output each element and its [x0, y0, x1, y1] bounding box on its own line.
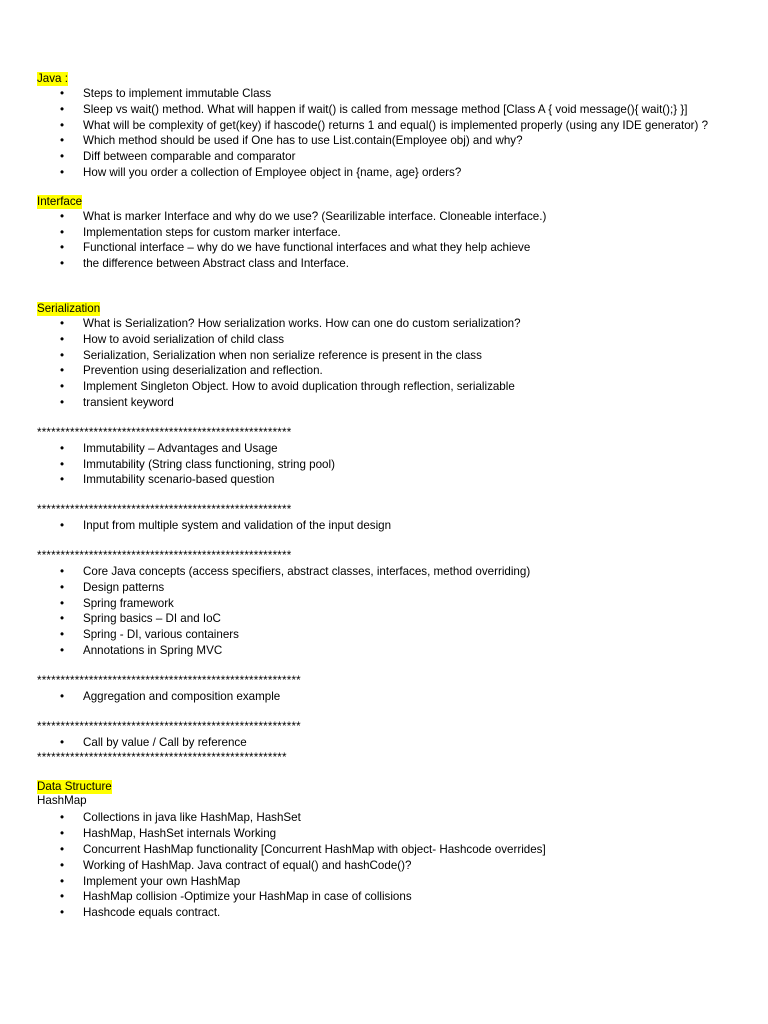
list-call-by — [37, 735, 737, 751]
heading-data-structure: Data Structure — [37, 780, 112, 794]
list-item: • HashMap, HashSet internals Working — [37, 826, 737, 842]
list-item: • Steps to implement immutable Class — [37, 86, 737, 102]
section-data-structure — [37, 780, 737, 921]
list-item: • Aggregation and composition example — [37, 689, 737, 705]
list-java — [37, 86, 737, 181]
list-item: • Hashcode equals contract. — [37, 905, 737, 921]
list-item: • Spring basics – DI and IoC — [37, 611, 737, 627]
section-java — [37, 72, 737, 181]
list-interface — [37, 209, 737, 272]
heading-interface: Interface — [37, 194, 83, 208]
list-item: • How will you order a collection of Employee object in {name, age} orders? — [37, 165, 737, 181]
document-page — [37, 72, 737, 921]
list-item: • Implement your own HashMap — [37, 874, 737, 890]
list-item: • What is marker Interface and why do we use? (Searilizable interface. Cloneable interface.) — [37, 209, 737, 225]
list-item: • transient keyword — [37, 395, 737, 411]
list-immutability — [37, 441, 737, 488]
section-interface — [37, 195, 737, 272]
list-item: • Core Java concepts (access specifiers, abstract classes, interfaces, method overriding) — [37, 564, 737, 580]
list-item: • Call by value / Call by reference — [37, 735, 737, 751]
list-item: • Immutability scenario-based question — [37, 472, 737, 488]
subheading-hashmap: HashMap — [37, 794, 87, 808]
section-immutability — [37, 425, 737, 488]
list-item: • Implementation steps for custom marker interface. — [37, 225, 737, 241]
list-item: • Concurrent HashMap functionality [Concurrent HashMap with object- Hashcode overrides] — [37, 842, 737, 858]
section-aggregation — [37, 673, 737, 705]
separator-line: ****************************************************** — [37, 425, 292, 439]
list-item: • Implement Singleton Object. How to avoid duplication through reflection, serializable — [37, 379, 737, 395]
list-item: • Sleep vs wait() method. What will happen if wait() is called from message method [Class A { void message(){ wait();} }] — [37, 102, 737, 118]
section-core-java — [37, 548, 737, 659]
list-input-design — [37, 518, 737, 534]
list-item: • Prevention using deserialization and reflection. — [37, 363, 737, 379]
list-item: • Working of HashMap. Java contract of equal() and hashCode()? — [37, 858, 737, 874]
section-input-design — [37, 502, 737, 534]
heading-serialization: Serialization — [37, 301, 101, 315]
list-aggregation — [37, 689, 737, 705]
list-item: • Spring framework — [37, 596, 737, 612]
list-item: • Collections in java like HashMap, HashSet — [37, 810, 737, 826]
separator-line: ****************************************************** — [37, 548, 292, 562]
list-item: • What is Serialization? How serialization works. How can one do custom serialization? — [37, 316, 737, 332]
list-item: • Serialization, Serialization when non serialize reference is present in the class — [37, 348, 737, 364]
separator-line: ******************************************************** — [37, 673, 301, 687]
list-item: • Annotations in Spring MVC — [37, 643, 737, 659]
list-item: • Immutability (String class functioning, string pool) — [37, 457, 737, 473]
section-serialization — [37, 302, 737, 411]
list-item: • the difference between Abstract class and Interface. — [37, 256, 737, 272]
list-item: • Functional interface – why do we have functional interfaces and what they help achieve — [37, 240, 737, 256]
heading-java: Java : — [37, 72, 68, 85]
list-item: • Input from multiple system and validation of the input design — [37, 518, 737, 534]
list-item: • How to avoid serialization of child class — [37, 332, 737, 348]
list-item: • What will be complexity of get(key) if hascode() returns 1 and equal() is implemented properly (using any IDE generator) ? — [37, 118, 737, 134]
closing-separator-line: ***************************************************** — [37, 751, 287, 765]
list-data-structure — [37, 810, 737, 921]
list-item: • Spring - DI, various containers — [37, 627, 737, 643]
list-core-java — [37, 564, 737, 659]
separator-line: ******************************************************** — [37, 719, 301, 733]
list-serialization — [37, 316, 737, 411]
list-item: • Which method should be used if One has to use List.contain(Employee obj) and why? — [37, 133, 737, 149]
separator-line: ****************************************************** — [37, 503, 292, 517]
section-call-by — [37, 719, 737, 767]
list-item: • HashMap collision -Optimize your HashMap in case of collisions — [37, 889, 737, 905]
list-item: • Immutability – Advantages and Usage — [37, 441, 737, 457]
list-item: • Diff between comparable and comparator — [37, 149, 737, 165]
list-item: • Design patterns — [37, 580, 737, 596]
